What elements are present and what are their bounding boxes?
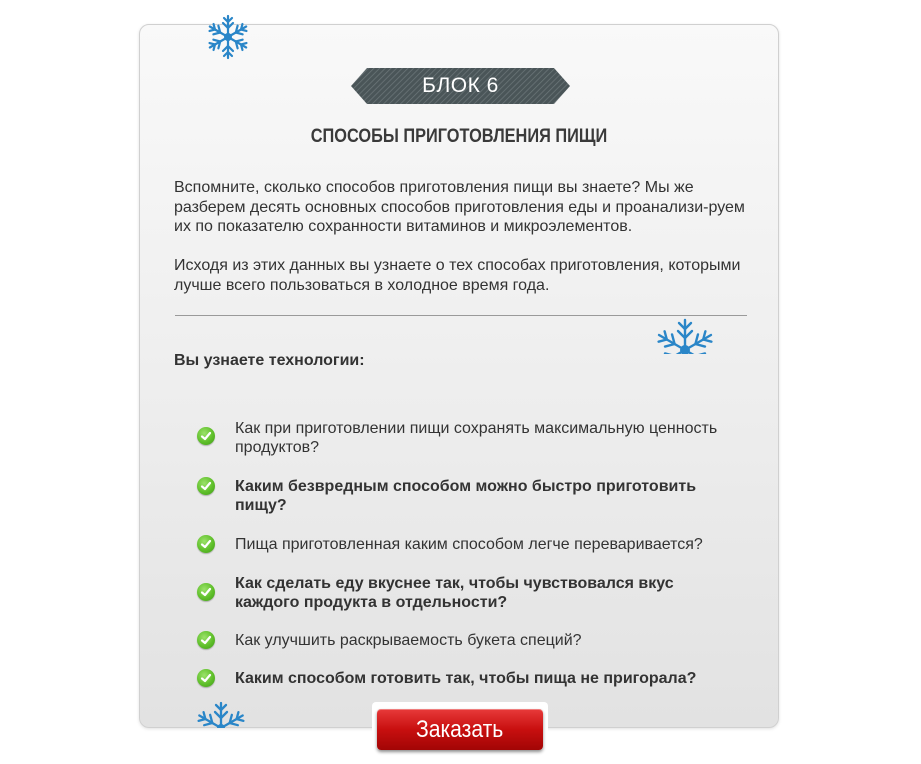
- block-label: БЛОК 6: [422, 74, 499, 97]
- snowflake-icon: [204, 13, 252, 61]
- list-item-text: Пища приготовленная каким способом легче переваривается?: [235, 536, 703, 553]
- page-title: СПОСОБЫ ПРИГОТОВЛЕНИЯ ПИЩИ: [310, 126, 608, 147]
- check-circle-icon: [197, 477, 215, 495]
- intro-paragraph-1: Вспомните, сколько способов приготовления пищи вы знаете? Мы же разберем десять основных способов приготовления еды и проанализи-руем их по показателю сохранности витаминов и микроэлементов.: [174, 179, 745, 235]
- technologies-heading: Вы узнаете технологии:: [174, 352, 365, 369]
- check-circle-icon: [197, 583, 215, 601]
- intro-paragraph-2: Исходя из этих данных вы узнаете о тех способах приготовления, которыми лучше всего пользоваться в холодное время года.: [174, 257, 741, 294]
- check-circle-icon: [197, 427, 215, 445]
- check-circle-icon: [197, 669, 215, 687]
- list-item-text: Каким безвредным способом можно быстро приготовить пищу?: [235, 478, 697, 514]
- snowflake-icon: [193, 700, 249, 728]
- check-circle-icon: [197, 535, 215, 553]
- list-item-text: Каким способом готовить так, чтобы пища не пригорала?: [235, 670, 697, 687]
- order-button-label: Заказать: [416, 715, 504, 743]
- check-circle-icon: [197, 631, 215, 649]
- list-item-text: Как сделать еду вкуснее так, чтобы чувствовался вкус каждого продукта в отдельности?: [235, 575, 674, 611]
- order-button[interactable]: [377, 709, 543, 750]
- snowflake-icon: [651, 316, 719, 354]
- list-item-text: Как улучшить раскрываемость букета специй?: [235, 632, 582, 649]
- block-ribbon: [351, 68, 570, 104]
- list-item-text: Как при приготовлении пищи сохранять максимальную ценность продуктов?: [235, 420, 718, 456]
